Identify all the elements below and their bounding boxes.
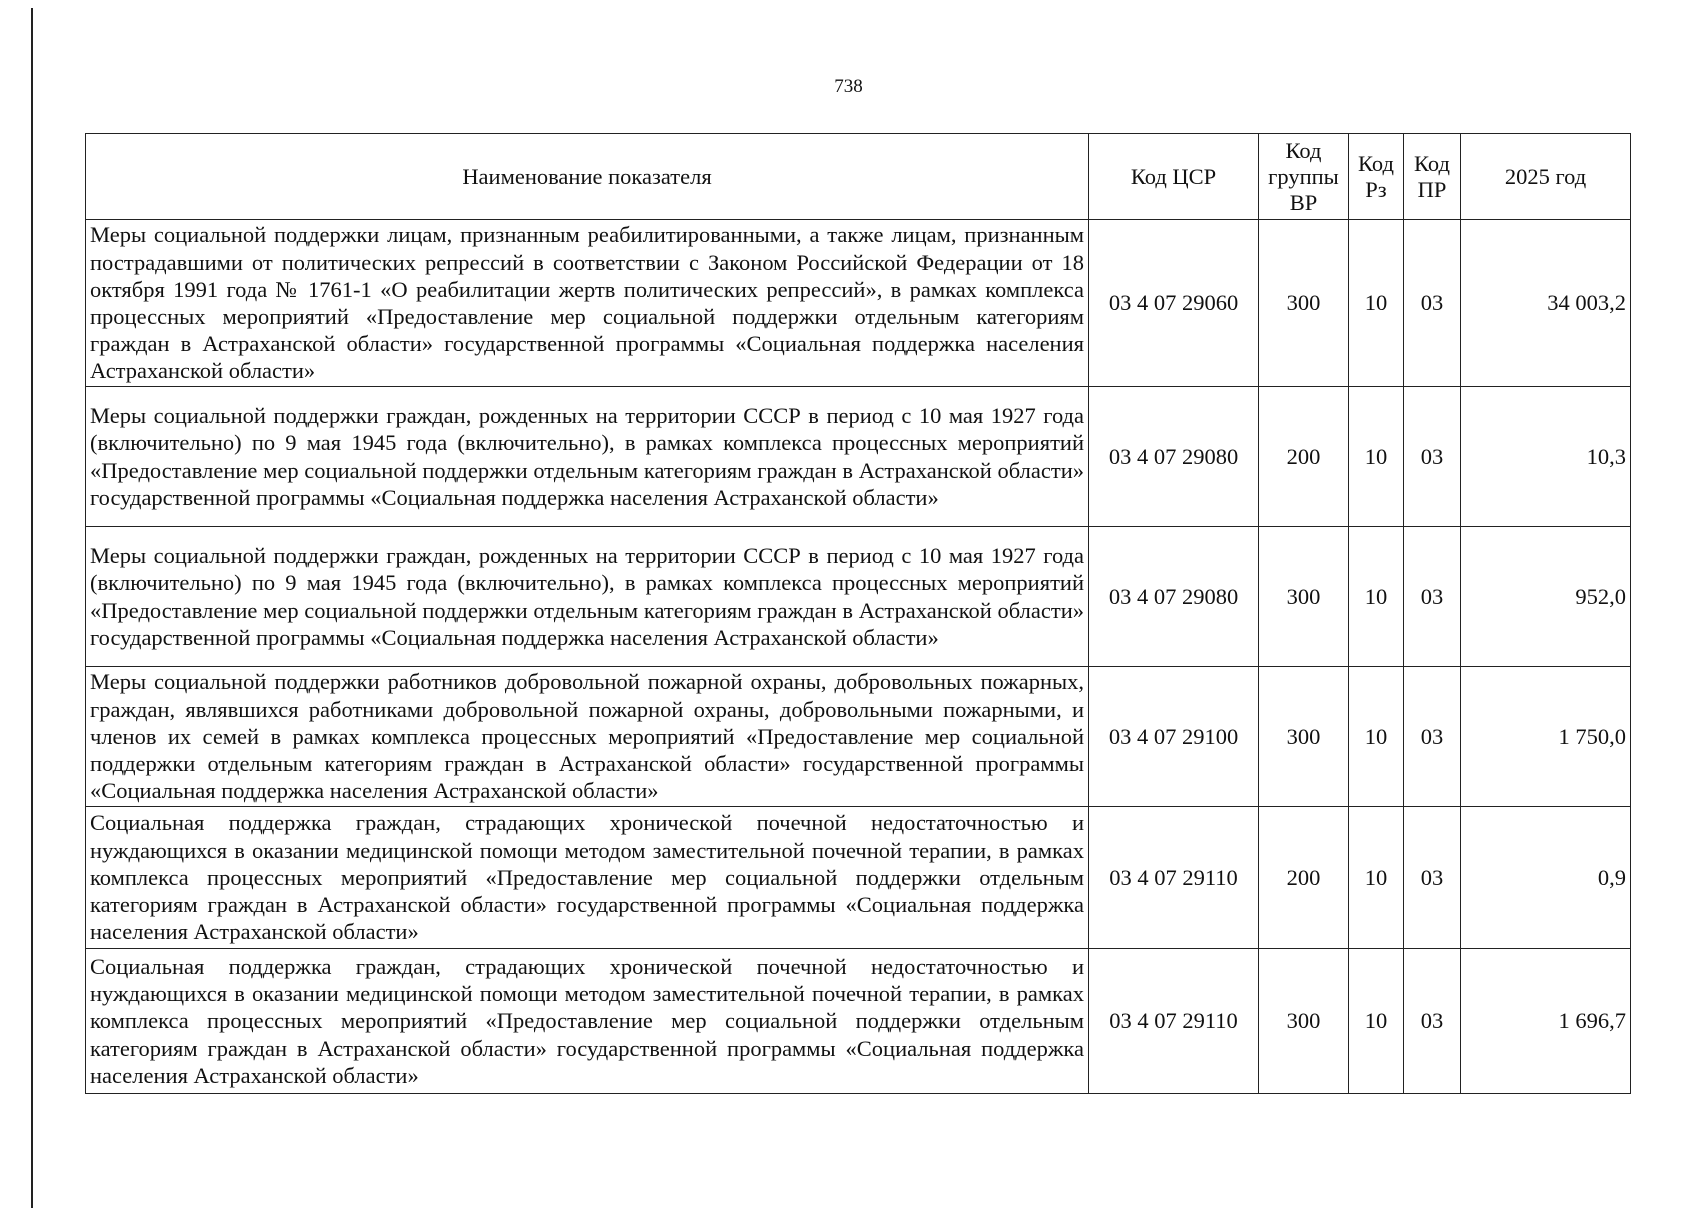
row-vr: 300	[1259, 949, 1349, 1094]
row-rz: 10	[1349, 807, 1404, 949]
row-rz: 10	[1349, 387, 1404, 527]
header-rz: Код Рз	[1349, 134, 1404, 220]
row-name: Социальная поддержка граждан, страдающих хронической почечной недостаточностью и нуждающихся в оказании медицинской помощи методом заместительной почечной терапии, в рамках комплекса процессных мероприятий «Предоставление мер социальной поддержки отдельным категориям граждан в Астраханской области» государственной программы «Социальная поддержка населения Астраханской области»	[86, 949, 1089, 1094]
table-header-row	[86, 134, 1631, 220]
row-name: Меры социальной поддержки граждан, рожденных на территории СССР в период с 10 мая 1927 года (включительно) по 9 мая 1945 года (включительно), в рамках комплекса процессных мероприятий «Предоставление мер социальной поддержки отдельным категориям граждан в Астраханской области» государственной программы «Социальная поддержка населения Астраханской области»	[86, 387, 1089, 527]
row-csr: 03 4 07 29080	[1089, 527, 1259, 667]
row-pr: 03	[1404, 949, 1461, 1094]
row-rz: 10	[1349, 667, 1404, 807]
row-name: Социальная поддержка граждан, страдающих хронической почечной недостаточностью и нуждающихся в оказании медицинской помощи методом заместительной почечной терапии, в рамках комплекса процессных мероприятий «Предоставление мер социальной поддержки отдельным категориям граждан в Астраханской области» государственной программы «Социальная поддержка населения Астраханской области»	[86, 807, 1089, 949]
table-row	[86, 667, 1631, 807]
row-csr: 03 4 07 29100	[1089, 667, 1259, 807]
header-csr: Код ЦСР	[1089, 134, 1259, 220]
row-pr: 03	[1404, 667, 1461, 807]
table-row	[86, 220, 1631, 387]
row-csr: 03 4 07 29110	[1089, 949, 1259, 1094]
row-csr: 03 4 07 29110	[1089, 807, 1259, 949]
row-vr: 200	[1259, 387, 1349, 527]
row-pr: 03	[1404, 527, 1461, 667]
row-rz: 10	[1349, 527, 1404, 667]
row-pr: 03	[1404, 387, 1461, 527]
row-csr: 03 4 07 29080	[1089, 387, 1259, 527]
header-vr: Код группы ВР	[1259, 134, 1349, 220]
table-row	[86, 807, 1631, 949]
table-row	[86, 387, 1631, 527]
row-amount: 10,3	[1461, 387, 1631, 527]
table-row	[86, 527, 1631, 667]
row-vr: 300	[1259, 220, 1349, 387]
page-number: 738	[834, 76, 863, 97]
table-row	[86, 949, 1631, 1094]
row-vr: 200	[1259, 807, 1349, 949]
budget-table	[85, 133, 1631, 1094]
row-name: Меры социальной поддержки работников добровольной пожарной охраны, добровольных пожарных, граждан, являвшихся работниками добровольной пожарной охраны, добровольными пожарными, и членов их семей в рамках комплекса процессных мероприятий «Предоставление мер социальной поддержки отдельным категориям граждан в Астраханской области» государственной программы «Социальная поддержка населения Астраханской области»	[86, 667, 1089, 807]
row-csr: 03 4 07 29060	[1089, 220, 1259, 387]
row-pr: 03	[1404, 807, 1461, 949]
row-name: Меры социальной поддержки граждан, рожденных на территории СССР в период с 10 мая 1927 года (включительно) по 9 мая 1945 года (включительно), в рамках комплекса процессных мероприятий «Предоставление мер социальной поддержки отдельным категориям граждан в Астраханской области» государственной программы «Социальная поддержка населения Астраханской области»	[86, 527, 1089, 667]
row-amount: 952,0	[1461, 527, 1631, 667]
row-name: Меры социальной поддержки лицам, признанным реабилитированными, а также лицам, признанным пострадавшими от политических репрессий в соответствии с Законом Российской Федерации от 18 октября 1991 года № 1761-1 «О реабилитации жертв политических репрессий», в рамках комплекса процессных мероприятий «Предоставление мер социальной поддержки отдельным категориям граждан в Астраханской области» государственной программы «Социальная поддержка населения Астраханской области»	[86, 220, 1089, 387]
binding-margin-line	[31, 8, 33, 1208]
header-name: Наименование показателя	[86, 134, 1089, 220]
row-vr: 300	[1259, 667, 1349, 807]
row-amount: 0,9	[1461, 807, 1631, 949]
row-vr: 300	[1259, 527, 1349, 667]
header-pr: Код ПР	[1404, 134, 1461, 220]
row-amount: 1 750,0	[1461, 667, 1631, 807]
row-rz: 10	[1349, 220, 1404, 387]
row-pr: 03	[1404, 220, 1461, 387]
row-rz: 10	[1349, 949, 1404, 1094]
row-amount: 34 003,2	[1461, 220, 1631, 387]
row-amount: 1 696,7	[1461, 949, 1631, 1094]
header-year: 2025 год	[1461, 134, 1631, 220]
